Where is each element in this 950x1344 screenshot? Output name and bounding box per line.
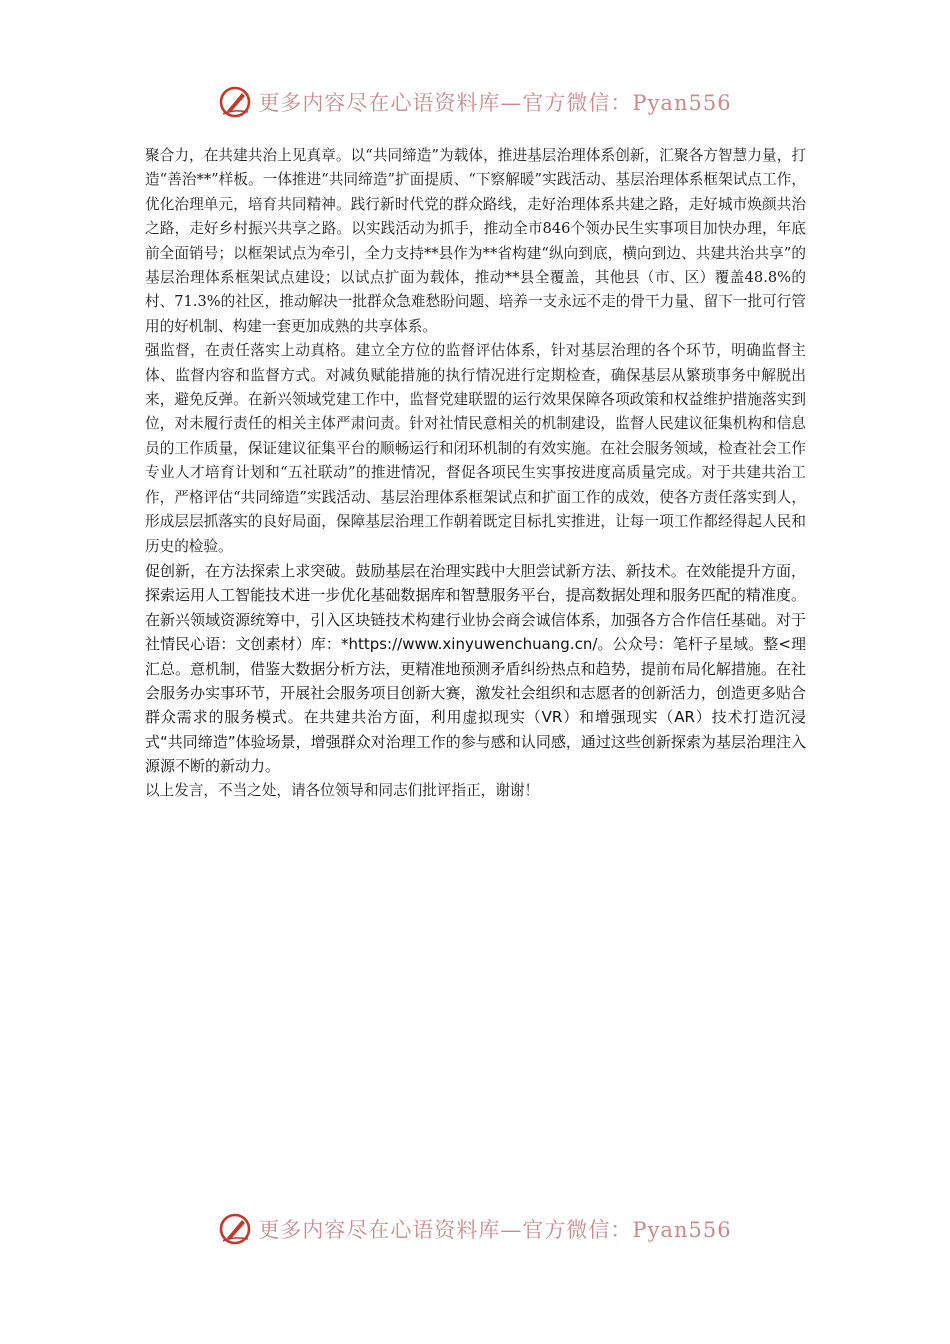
pen-circle-logo-icon [218,1212,252,1246]
paragraph-supervision: 强监督，在责任落实上动真格。建立全方位的监督评估体系，针对基层治理的各个环节，明确监督主体、监督内容和监督方式。对减负赋能措施的执行情况进行定期检查，确保基层从繁琐事务中解脱出来，避免反弹。在新兴领域党建工作中，监督党建联盟的运行效果保障各项政策和权益维护措施落实到位，对未履行责任的相关主体严肃问责。针对社情民意相关的机制建设，监督人民建议征集机构和信息员的工作质量，保证建议征集平台的顺畅运行和闭环机制的有效实施。在社会服务领域，检查社会工作专业人才培育计划和“五社联动”的推进情况，督促各项民生实事按进度高质量完成。对于共建共治工作，严格评估“共同缔造”实践活动、基层治理体系框架试点和扩面工作的成效，使各方责任落实到人，形成层层抓落实的良好局面，保障基层治理工作朝着既定目标扎实推进，让每一项工作都经得起人民和历史的检验。 [145,342,806,555]
header-banner-text: 更多内容尽在心语资料库—官方微信：Pyan556 [258,91,732,115]
paragraph-innovation: 促创新，在方法探索上求突破。鼓励基层在治理实践中大胆尝试新方法、新技术。在效能提升方面，探索运用人工智能技术进一步优化基础数据库和智慧服务平台，提高数据处理和服务匹配的精准度。在新兴领域资源统筹中，引入区块链技术构建行业协会商会诚信体系，加强各方合作信任基础。对于社情民心语：文创素材）库：*https://www.xinyuwenchuang.cn/。公众号：笔杆子星域。整<理汇总。意机制，借鉴大数据分析方法，更精准地预测矛盾纠纷热点和趋势，提前布局化解措施。在社会服务办实事环节，开展社会服务项目创新大赛，激发社会组织和志愿者的创新活力，创造更多贴合群众需求的服务模式。在共建共治方面，利用虚拟现实（VR）和增强现实（AR）技术打造沉浸式“共同缔造”体验场景，增强群众对治理工作的参与感和认同感，通过这些创新探索为基层治理注入源源不断的新动力。 [145,561,806,776]
footer-banner [0,1207,950,1251]
paragraph-closing: 以上发言，不当之处，请各位领导和同志们批评指正，谢谢！ [145,781,540,799]
pen-circle-logo-icon [218,85,252,119]
header-banner [0,80,950,124]
document-body [145,144,806,803]
paragraph-consensus: 聚合力，在共建共治上见真章。以“共同缔造”为载体，推进基层治理体系创新，汇聚各方智慧力量，打造“善治**”样板。一体推进“共同缔造”扩面提质、“下察解暖”实践活动、基层治理体系框架试点工作，优化治理单元，培育共同精神。践行新时代党的群众路线，走好治理体系共建之路，走好城市焕颜共治之路，走好乡村振兴共享之路。以实践活动为抓手，推动全市846个领办民生实事项目加快办理，年底前全面销号；以框架试点为牵引，全力支持**县作为**省构建“纵向到底，横向到边、共建共治共享”的基层治理体系框架试点建设；以试点扩面为载体，推动**县全覆盖，其他县（市、区）覆盖48.8%的村、71.3%的社区，推动解决一批群众急难愁盼问题、培养一支永远不走的骨干力量、留下一批可行管用的好机制、构建一套更加成熟的共享体系。 [145,147,806,335]
footer-banner-text: 更多内容尽在心语资料库—官方微信：Pyan556 [258,1218,732,1242]
